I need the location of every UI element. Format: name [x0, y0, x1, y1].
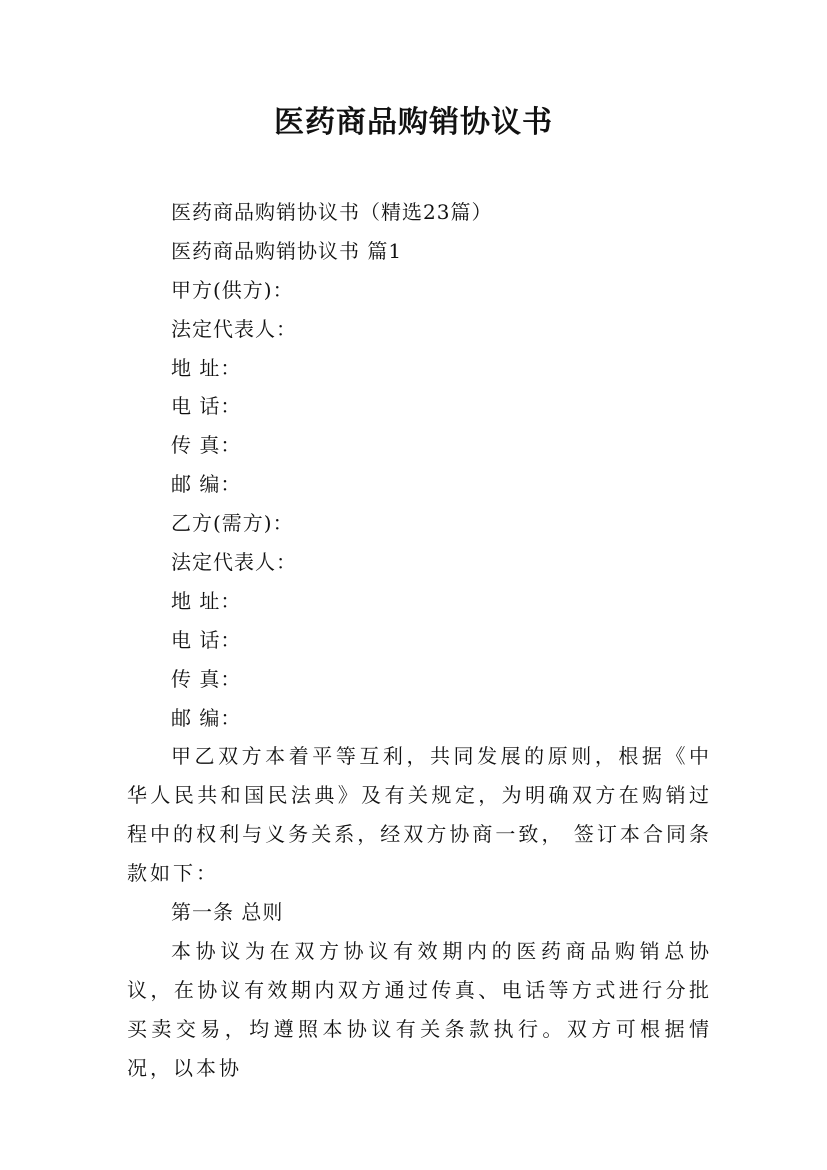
party-a-fax: 传 真： — [171, 433, 242, 458]
document-title: 医药商品购销协议书 — [274, 105, 553, 140]
party-b-fax: 传 真： — [171, 666, 242, 691]
chapter-heading: 医药商品购销协议书 篇1 — [171, 238, 403, 263]
party-b-representative: 法定代表人： — [171, 550, 297, 575]
party-a-label: 甲方(供方)： — [171, 277, 294, 302]
section-1-heading: 第一条 总则 — [171, 900, 284, 925]
subtitle-line: 医药商品购销协议书（精选23篇） — [171, 200, 493, 224]
party-a-phone: 电 话： — [171, 394, 242, 419]
party-a-address: 地 址： — [171, 355, 242, 380]
section-1-paragraph: 本协议为在双方协议有效期内的医药商品购销总协议，在协议有效期内双方通过传真、电话等方式进行分批买卖交易，均遵照本协议有关条款执行。双方可根据情况，以本协 — [127, 938, 712, 1080]
party-b-address: 地 址： — [171, 588, 242, 613]
party-a-representative: 法定代表人： — [171, 316, 297, 341]
party-a-postcode: 邮 编： — [171, 472, 242, 497]
party-b-phone: 电 话： — [171, 627, 242, 652]
intro-paragraph: 甲乙双方本着平等互利，共同发展的原则，根据《中华人民共和国民法典》及有关规定，为明确双方在购销过程中的权利与义务关系，经双方协商一致， 签订本合同条款如下： — [127, 744, 712, 886]
party-b-postcode: 邮 编： — [171, 705, 242, 730]
party-b-label: 乙方(需方)： — [171, 511, 294, 536]
document-body — [127, 193, 712, 1088]
